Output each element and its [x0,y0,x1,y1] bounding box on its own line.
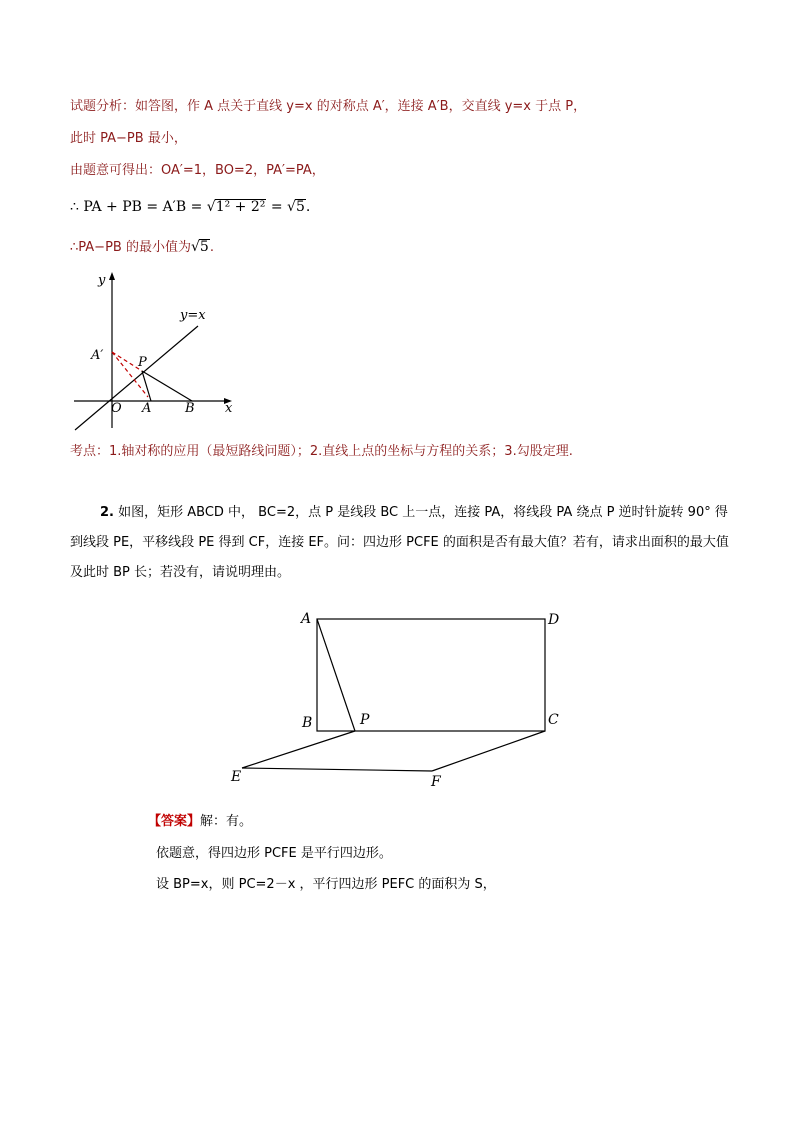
rectangle-figure [228,605,573,795]
segment-fc [432,731,545,771]
line-y-equals-x [75,326,198,430]
label-a-prime: A′ [91,348,104,363]
label-o: O [111,401,122,416]
answer-tag: 【答案】 [148,814,201,829]
label-d2: D [548,612,560,628]
label-b2: B [302,715,313,731]
label-p2: P [360,712,370,728]
label-e2: E [231,769,242,785]
label-c2: C [548,712,559,728]
answer-first: 解：有。 [200,814,253,829]
problem-2-text: 如图，矩形 ABCD 中， BC=2，点 P 是线段 BC 上一点，连接 PA，将线段 PA 绕点 P 逆时针旋转 90° 得到线段 PE，平移线段 PE 得到 CF，连接 EF。问：四边形 PCFE 的面积是否有最大值？若有，请求出面积的最大值及此时 BP 长；若没有，请说明理由。 [70,505,729,580]
analysis-line-1: 试题分析：如答图，作 A 点关于直线 y=x 的对称点 A′，连接 A′B，交直线 y=x 于点 P， [70,99,587,114]
equation-prefix: ∴ PA + PB = A′B = [70,199,207,215]
equation-line [70,198,310,216]
segment-ap [317,619,355,731]
label-p: P [138,355,147,370]
conclusion-prefix: ∴PA−PB 的最小值为 [70,240,191,255]
label-line: y=x [180,308,206,323]
equation-end: . [305,199,311,215]
label-b: B [185,401,195,416]
conclusion-end: . [209,240,214,255]
coordinate-figure [70,270,250,435]
segment-pe [242,731,355,768]
conclusion-sqrt-sign: √ [190,239,200,255]
sqrt-sign-2: √ [287,199,296,215]
label-x: x [225,401,233,416]
analysis-line-3: 由题意可得出：OA′=1，BO=2，PA′=PA， [70,163,325,178]
equation-radicand: 1² + 2² [215,199,266,215]
segment-ef [242,768,432,771]
conclusion-line [70,238,214,257]
problem-2 [70,498,730,588]
conclusion-radicand: 5 [199,239,209,255]
answer-first-line [148,813,252,831]
y-axis-arrow [109,272,115,280]
kaodian-line: 考点：1.轴对称的应用（最短路线问题）；2.直线上点的坐标与方程的关系；3.勾股定理. [70,444,573,459]
label-y: y [98,273,106,288]
sqrt-sign: √ [206,199,216,215]
answer-line-2: 依题意，得四边形 PCFE 是平行四边形。 [156,846,392,861]
answer-line-3: 设 BP=x，则 PC=2－x ，平行四边形 PEFC 的面积为 S， [156,877,496,892]
problem-2-number: 2. [100,505,114,520]
label-a2: A [301,611,312,627]
equation-result: 5 [295,199,305,215]
label-f2: F [431,774,441,790]
rectangle-abcd [317,619,545,731]
label-a: A [142,401,152,416]
equation-equals: = [266,199,288,215]
analysis-line-2: 此时 PA−PB 最小， [70,131,187,146]
